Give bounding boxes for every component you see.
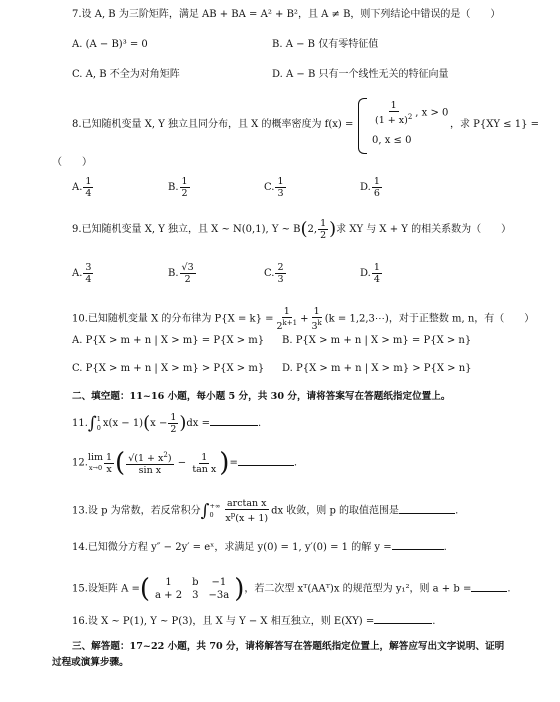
q12-line: 12.lim x→0 $\frac{1}{x}$ ( $\frac{√(1 + x^2)}{\text{sin x}}$ − $\frac{1}{\text{tan x}}$ )= . — [72, 448, 298, 479]
q16-line: 16.设 X ~ P(1), Y ~ P(3)，且 X 与 Y − X 相互独立，则 E(XY) = . — [72, 616, 436, 627]
q8-option-a: A. $\frac{1}{4}$ — [72, 176, 92, 199]
q8-stem-pre: 8.已知随机变量 X, Y 独立且同分布，且 X 的概率密度为 f(x) = — [72, 119, 354, 130]
q10-option-d: D. P{X > m + n | X > m} > P{X > n} — [282, 363, 472, 374]
q9-option-a: A. $\frac{3}{4}$ — [72, 262, 92, 285]
q14-line: 14.已知微分方程 y″ − 2y′ = eˣ，求满足 y(0) = 1, y′(0) = 1 的解 y = . — [72, 542, 447, 553]
q7-option-a: A. (A − B)³ = 0 — [72, 39, 148, 50]
q8-answer-paren: （ ） — [52, 157, 92, 168]
section-3-heading: 三、解答题：17~22 小题，共 70 分，请将解答写在答题纸指定位置上，解答应写出文字说明、证明 — [72, 641, 505, 652]
q10-option-c: C. P{X > m + n | X > m} > P{X > m} — [72, 363, 265, 374]
q7-option-b: B. A − B 仅有零特征值 — [272, 39, 379, 50]
q9-stem: 9.已知随机变量 X, Y 独立，且 X ~ N(0,1), Y ~ B(2, $\frac{1}{2}$ )求 XY 与 X + Y 的相关系数为（ ） — [72, 218, 512, 241]
q14-answer-blank[interactable] — [392, 540, 444, 550]
q10-option-b: B. P{X > m + n | X > m} = P{X > n} — [282, 335, 472, 346]
q8-case2: 0, x ≤ 0 — [372, 135, 412, 146]
q7-option-d: D. A − B 只有一个线性无关的特征向量 — [272, 69, 449, 80]
q10-stem: 10.已知随机变量 X 的分布律为 P{X = k} = $\frac{1}{2^{k+1}}$ + $\frac{1}{3^k}$ (k = 1,2,3⋯)，对于正整数 m, n，有（ ） — [72, 306, 535, 333]
q8-option-d: D. $\frac{1}{6}$ — [360, 176, 380, 199]
section-3-heading-cont: 过程或演算步骤。 — [52, 657, 129, 668]
q8-case1 — [372, 100, 448, 126]
q8-case1-fraction: $\frac{1}{(1 + x)^2}$ — [375, 100, 413, 127]
q8-option-c: C. $\frac{1}{3}$ — [264, 176, 284, 199]
q8-piecewise-brace — [358, 98, 367, 154]
q13-answer-blank[interactable] — [399, 504, 455, 514]
q16-answer-blank[interactable] — [374, 614, 432, 624]
q8-stem-post: ，求 P{XY ≤ 1} = — [450, 119, 540, 130]
q9-option-b: B. $\frac{√3}{2}$ — [168, 262, 194, 285]
section-2-heading: 二、填空题：11~16 小题，每小题 5 分，共 30 分，请将答案写在答题纸指定位置上。 — [72, 391, 451, 402]
q8-case1-cond: , x > 0 — [415, 107, 449, 119]
q12-answer-blank[interactable] — [238, 456, 294, 466]
q10-option-a: A. P{X > m + n | X > m} = P{X > m} — [72, 335, 265, 346]
q13-line: 13.设 p 为常数，若反常积分∫ +∞ 0 $\frac{\text{arctan x}}{x^p(x + 1)}$ dx 收敛，则 p 的取值范围是 . — [72, 498, 459, 525]
q15-answer-blank[interactable] — [471, 582, 507, 592]
q9-option-d: D. $\frac{1}{4}$ — [360, 262, 380, 285]
q7-stem: 7.设 A, B 为三阶矩阵，满足 AB + BA = A² + B²，且 A ≠ B，则下列结论中错误的是（ ） — [72, 9, 501, 20]
q11-answer-blank[interactable] — [210, 416, 258, 426]
q9-option-c: C. $\frac{2}{3}$ — [264, 262, 284, 285]
q15-line: 15.设矩阵 A =( 1 b −1 a + 2 3 −3a )，若二次型 xᵀ(AAᵀ)x 的规范型为 y₁²，则 a + b = . — [72, 574, 511, 604]
q7-option-c: C. A, B 不全为对角矩阵 — [72, 69, 180, 80]
q11-line: 11.∫ 1 0 x(x − 1)(x − $\frac{1}{2}$ )dx = . — [72, 412, 262, 435]
q8-option-b: B. $\frac{1}{2}$ — [168, 176, 188, 199]
q15-matrix: 1 b −1 a + 2 3 −3a — [155, 577, 230, 601]
